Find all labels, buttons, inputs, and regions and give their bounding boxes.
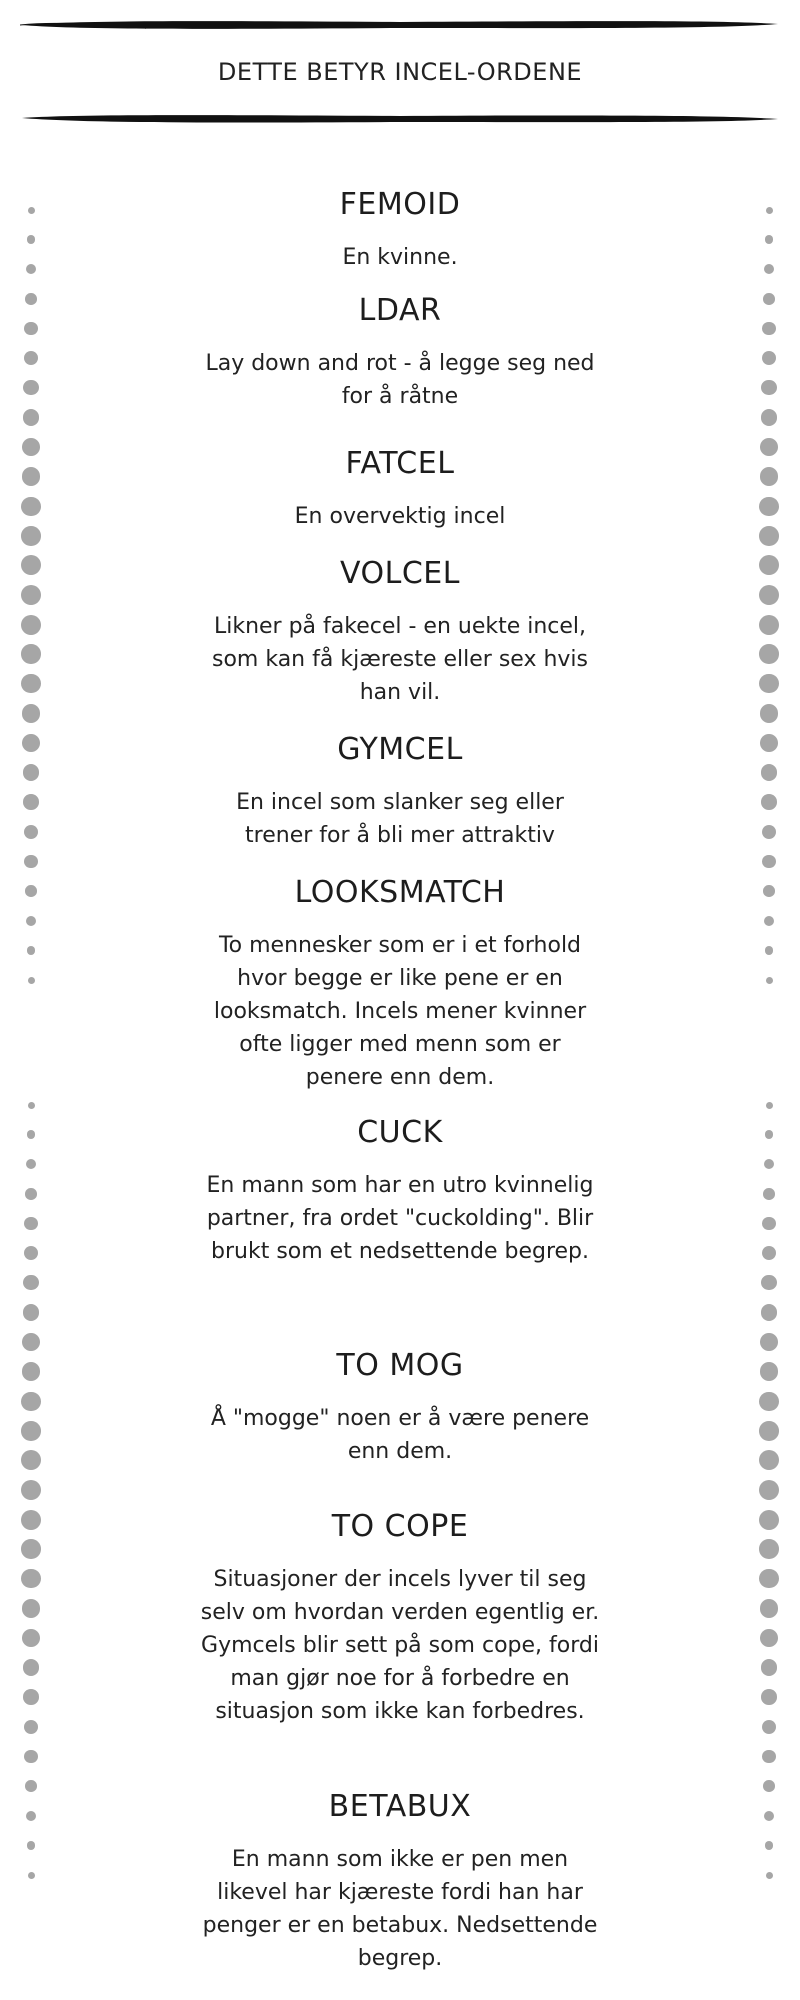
term-definition: En mann som har en utro kvinnelig partner, fra ordet "cuckolding". Blir brukt som et nedsettende begrep. (206, 1173, 594, 1264)
term-heading: TO MOG (336, 1348, 464, 1383)
term-heading: GYMCEL (337, 732, 463, 767)
term-definition: En overvektig incel (294, 504, 506, 529)
term-definition: To mennesker som er i et forhold hvor begge er like pene er en looksmatch. Incels mener kvinner ofte ligger med menn som er penere enn dem. (213, 933, 587, 1090)
term-heading: LOOKSMATCH (294, 875, 506, 910)
term-definition: Likner på fakecel - en uekte incel, som kan få kjæreste eller sex hvis han vil. (212, 614, 588, 705)
page-title: DETTE BETYR INCEL-ORDENE (217, 58, 583, 86)
term-heading: TO COPE (331, 1509, 469, 1544)
term-heading: CUCK (357, 1115, 443, 1150)
term-heading: FATCEL (345, 446, 455, 481)
term-heading: LDAR (358, 293, 442, 328)
term-definition: En kvinne. (342, 245, 458, 270)
term-heading: BETABUX (328, 1789, 472, 1824)
term-definition: En incel som slanker seg eller trener for å bli mer attraktiv (236, 790, 564, 848)
term-definition: En mann som ikke er pen men likevel har kjæreste fordi han har penger er en betabux. Nedsettende begrep. (202, 1847, 598, 1971)
term-definition: Lay down and rot - å legge seg ned for å råtne (205, 351, 595, 409)
term-definition: Situasjoner der incels lyver til seg selv om hvordan verden egentlig er. Gymcels blir sett på som cope, fordi man gjør noe for å forbedre en situasjon som ikke kan forbedres. (200, 1567, 600, 1724)
term-heading: FEMOID (339, 187, 461, 222)
term-definition: Å "mogge" noen er å være penere enn dem. (210, 1406, 590, 1464)
term-heading: VOLCEL (340, 556, 460, 591)
